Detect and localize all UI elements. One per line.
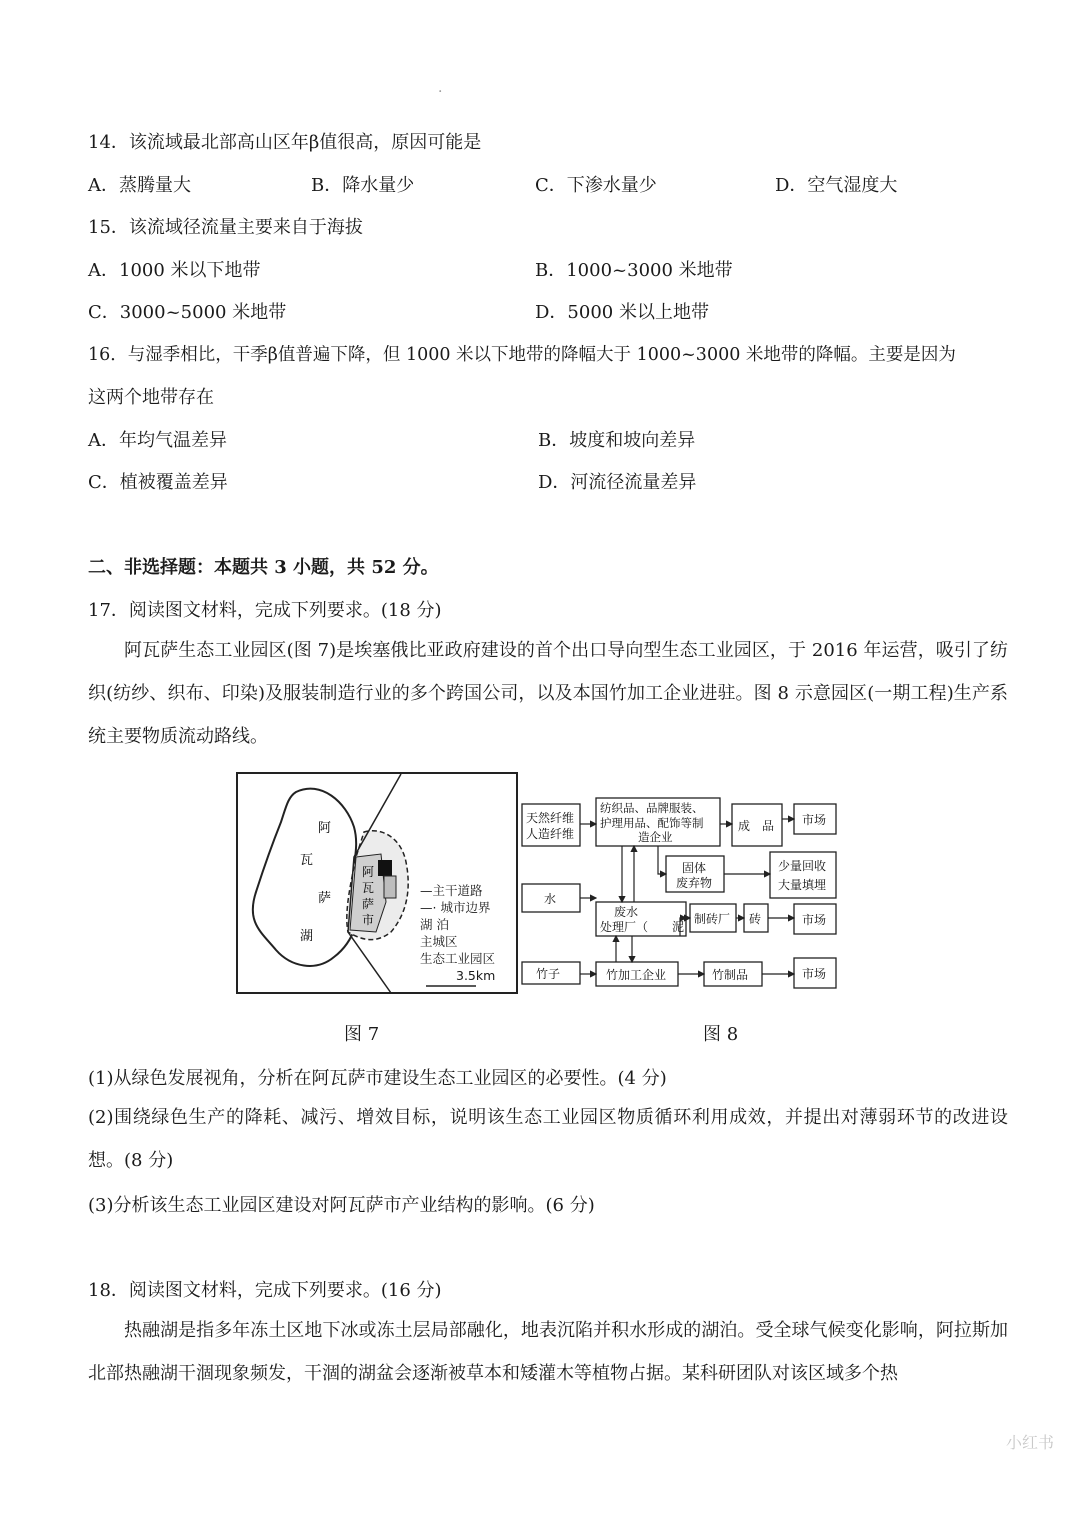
q16-option-b: B．坡度和坡向差异: [538, 430, 696, 451]
eco-park-marker: [378, 860, 392, 876]
recycle-line-2: 大量填埋: [778, 878, 827, 892]
q17-sub1: (1)从绿色发展视角，分析在阿瓦萨市建设生态工业园区的必要性。(4 分): [88, 1068, 667, 1089]
city-char-3: 萨: [362, 897, 375, 911]
q17-stem: 17．阅读图文材料，完成下列要求。(18 分): [88, 600, 442, 621]
q18-material: 热融湖是指多年冻土区地下冰或冻土层局部融化，地表沉陷并积水形成的湖泊。受全球气候变化影响，阿拉斯加北部热融湖干涸现象频发，干涸的湖盆会逐渐被草本和矮灌木等植物占据。某科研团队对该区域多个热: [88, 1320, 1008, 1384]
q15-option-c: C．3000~5000 米地带: [88, 302, 287, 323]
wastewater-line-2: 处理厂（ 泥: [600, 920, 685, 934]
water-label: 水: [544, 892, 557, 906]
header-fragment: ·: [438, 84, 443, 100]
q14-option-d: D．空气湿度大: [775, 175, 898, 196]
q16-option-d: D．河流径流量差异: [538, 472, 697, 493]
bamboo-label: 竹子: [536, 967, 561, 981]
watermark: 小红书: [1006, 1433, 1055, 1452]
lake-char-1: 阿: [318, 821, 332, 836]
q18-stem: 18．阅读图文材料，完成下列要求。(16 分): [88, 1280, 442, 1301]
q16-stem-line1: 16．与湿季相比，干季β值普遍下降，但 1000 米以下地带的降幅大于 1000~3000 米地带的降幅。主要是因为: [88, 345, 956, 365]
q15-stem: 15．该流域径流量主要来自于海拔: [88, 217, 363, 238]
market-label-1: 市场: [802, 813, 827, 827]
q17-sub2: (2)围绕绿色生产的降耗、减污、增效目标，说明该生态工业园区物质循环利用成效，并提出对薄弱环节的改进设想。(8 分): [88, 1107, 1008, 1171]
lake-char-4: 湖: [300, 929, 314, 944]
bamboo-company-label: 竹加工企业: [606, 968, 667, 982]
market-label-2: 市场: [802, 913, 827, 927]
lake-char-2: 瓦: [300, 853, 314, 868]
solid-waste-line-1: 固体: [682, 861, 707, 875]
textile-line-2: 护理用品、配饰等制: [600, 816, 704, 830]
legend-main-road: —主干道路: [420, 883, 483, 898]
market-label-3: 市场: [802, 967, 827, 981]
figure-8-flowchart: [520, 790, 840, 998]
city-char-4: 市: [362, 913, 375, 927]
section2-title: 二、非选择题：本题共 3 小题，共 52 分。: [88, 557, 439, 578]
q14-option-b: B．降水量少: [311, 175, 415, 196]
solid-waste-line-2: 废弃物: [676, 876, 713, 890]
q14-option-c: C．下渗水量少: [535, 175, 657, 196]
textile-line-3: 造企业: [638, 830, 673, 844]
figure-8-caption: 图 8: [703, 1024, 739, 1045]
legend-lake: 湖 泊: [420, 917, 449, 932]
product-label: 成 品: [738, 819, 775, 833]
q14-option-a: A．蒸腾量大: [88, 175, 191, 196]
recycle-line-1: 少量回收: [778, 859, 827, 873]
q16-option-a: A．年均气温差异: [88, 430, 227, 451]
legend-main-city: 主城区: [420, 934, 458, 949]
city-char-2: 瓦: [362, 881, 375, 895]
lake-char-3: 萨: [318, 891, 332, 906]
q16-stem-line2: 这两个地带存在: [88, 387, 214, 408]
q17-material: 阿瓦萨生态工业园区(图 7)是埃塞俄比亚政府建设的首个出口导向型生态工业园区，于 2016 年运营，吸引了纺织(纺纱、织布、印染)及服装制造行业的多个跨国公司，以及本国竹加工企业进驻。图 8 示意园区(一期工程)生产系统主要物质流动路线。: [88, 640, 1008, 747]
q15-option-a: A．1000 米以下地带: [88, 260, 261, 281]
fiber-line-1: 天然纤维: [526, 811, 575, 825]
bamboo-product-label: 竹制品: [712, 968, 749, 982]
q17-sub3: (3)分析该生态工业园区建设对阿瓦萨市产业结构的影响。(6 分): [88, 1195, 595, 1216]
city-char-1: 阿: [362, 865, 375, 879]
q15-option-b: B．1000~3000 米地带: [535, 260, 733, 281]
brick-label: 砖: [749, 912, 762, 926]
legend-scale: 3.5km: [456, 968, 496, 983]
wastewater-line-1: 废水: [614, 905, 639, 919]
figure-7-legend: [420, 882, 524, 994]
figure-7-caption: 图 7: [344, 1024, 380, 1045]
q15-option-d: D．5000 米以上地带: [535, 302, 709, 323]
legend-city-boundary: —· 城市边界: [420, 900, 491, 915]
textile-line-1: 纺织品、品牌服装、: [600, 801, 704, 815]
q16-option-c: C．植被覆盖差异: [88, 472, 228, 493]
eco-park-phase2: [384, 876, 396, 898]
figure-8: [520, 790, 840, 998]
q14-stem: 14．该流域最北部高山区年β值很高，原因可能是: [88, 132, 482, 153]
fiber-line-2: 人造纤维: [526, 827, 575, 841]
brick-factory-label: 制砖厂: [694, 912, 731, 926]
legend-eco-park: 生态工业园区: [420, 951, 496, 966]
